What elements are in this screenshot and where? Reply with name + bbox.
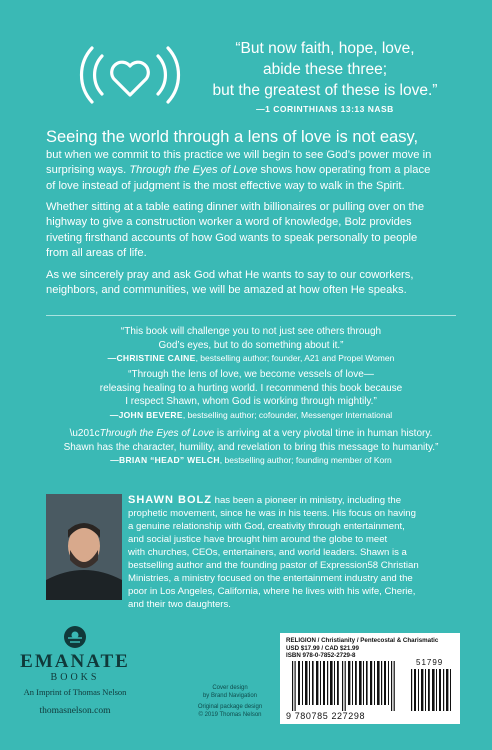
barcode-panel xyxy=(280,633,460,724)
publisher-imprint: An Imprint of Thomas Nelson xyxy=(23,687,127,697)
publisher-name: EMANATE xyxy=(20,651,130,672)
endorsement-2: “Through the lens of love, we become vessels of love— releasing healing to a hurting world. I recommend this book because I respect Shawn, whom God is working through mightily.” —JOHN BEVERE, bestselling author; cofounder, Messenger International xyxy=(99,369,403,420)
author-name: SHAWN BOLZ xyxy=(128,494,212,506)
emanate-sun-icon xyxy=(62,624,88,650)
endorsement-1: “This book will challenge you to not just see others through God’s eyes, but to do something about it.” —CHRISTINE CAINE, bestselling author; founder, A21 and Propel Women xyxy=(107,326,395,363)
divider xyxy=(46,315,456,316)
book-title: Through the Eyes of Love xyxy=(129,164,258,177)
scripture-quote: “But now faith, hope, love, abide these three; but the greatest of these is love.” xyxy=(212,40,438,99)
scripture-reference: —1 CORINTHIANS 13:13 NASB xyxy=(256,104,394,114)
book-price: USD $17.99 / CAD $21.99 xyxy=(286,644,359,652)
description-paragraph-1: but when we commit to this practice we will begin to see God’s power move in surprising ways. Through the Eyes of Love shows how operating from a place of love instead of judgment is the most effective way to walk in the Spirit. xyxy=(46,149,432,192)
description-paragraph-3: As we sincerely pray and ask God what He wants to say to our coworkers, neighbors, and communities, we will be amazed at how often He speaks. xyxy=(46,269,414,297)
publisher-site: thomasnelson.com xyxy=(39,706,111,716)
description-paragraph-2: Whether sitting at a table eating dinner with billionaires or pulling over on the highway to give a construction worker a word of knowledge, Bolz provides riveting firsthand accounts of how God wants to speak personally to people from all areas of life. xyxy=(46,201,425,260)
design-credits: Cover design by Brand Navigation Original package design © 2019 Thomas Nelson xyxy=(197,685,263,718)
lead-sentence: Seeing the world through a lens of love is not easy, xyxy=(46,128,419,146)
book-category: RELIGION / Christianity / Pentecostal & Charismatic xyxy=(286,637,439,644)
publisher-sub: BOOKS xyxy=(50,672,100,683)
heart-signal-icon xyxy=(78,40,182,110)
author-photo xyxy=(46,494,122,600)
endorsement-3: \u201cThrough the Eyes of Love is arriving at a very pivotal time in human history. Shawn has the character, humility, and revelation to bring this message to humanity.” —BRIAN “HEAD” WELCH, bestselling author; founding member of Korn xyxy=(63,428,439,465)
price-addon-barcode xyxy=(410,669,452,711)
author-bio: SHAWN BOLZ has been a pioneer in ministry, including the prophetic movement, since he was in his teens. His focus on having a genuine relationship with God, creativity through entertainment, and social justice have brought him around the globe to meet with churches, CEOs, entertainers, and world leaders. Shawn is a bestselling author and the founding pastor of Expression58 Christian Ministries, a ministry focused on the entertainment industry and the poor in Los Angeles, California, where he lives with his wife, Cherie, and their two daughters. xyxy=(128,494,419,610)
publisher-logo xyxy=(20,624,130,716)
book-isbn: ISBN 978-0-7852-2729-8 xyxy=(286,652,356,660)
isbn-barcode xyxy=(290,661,404,711)
isbn-number: 9 780785 227298 xyxy=(286,711,366,721)
addon-number: 51799 xyxy=(416,658,444,667)
